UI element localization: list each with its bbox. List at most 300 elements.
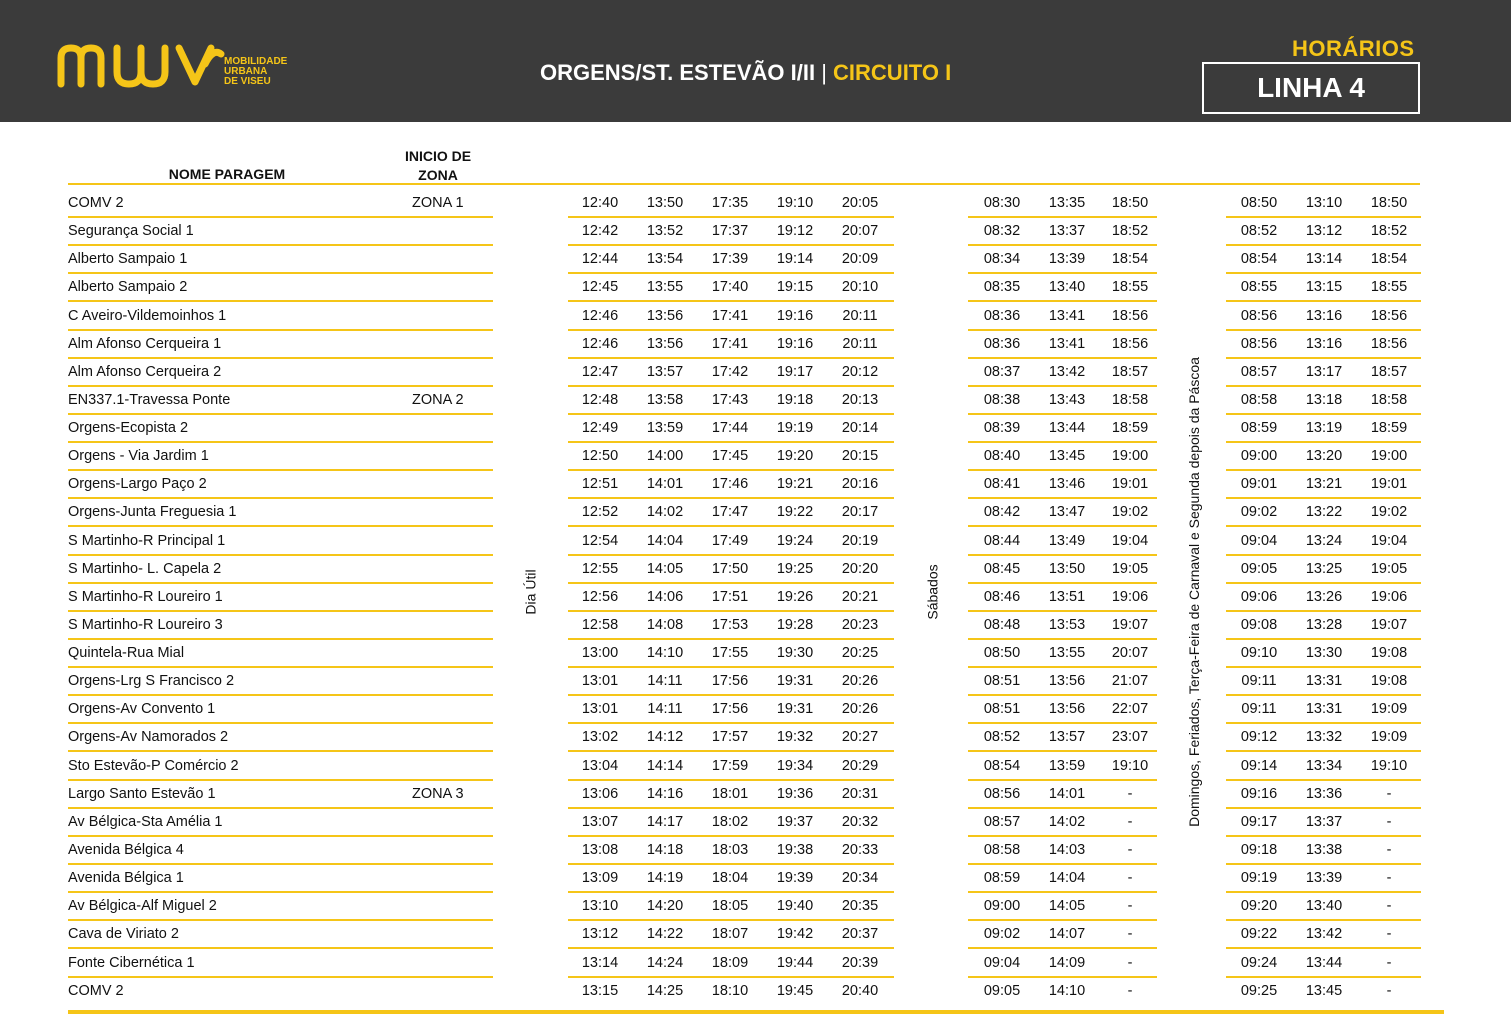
- weekday-time: 13:12: [581, 926, 619, 943]
- saturday-time: 13:43: [1048, 391, 1086, 408]
- header-divider: [68, 183, 1420, 185]
- weekday-time: 19:10: [776, 195, 814, 211]
- row-divider: [68, 357, 493, 359]
- sunday-label: Domingos, Feriados, Terça-Feira de Carnaval e Segunda depois da Páscoa: [1185, 357, 1202, 827]
- saturday-time: 08:58: [983, 841, 1021, 858]
- row-divider: [568, 610, 894, 612]
- row-divider: [68, 413, 493, 415]
- table-bottom-border: [68, 1010, 1444, 1014]
- sunday-time: 13:44: [1305, 954, 1343, 971]
- row-divider: [68, 582, 493, 584]
- row-divider: [1226, 413, 1421, 415]
- saturday-time: 09:05: [983, 982, 1021, 999]
- weekday-time: 17:40: [711, 279, 749, 296]
- table-row: [0, 531, 1511, 559]
- weekday-time: 14:06: [646, 588, 684, 605]
- saturday-time: 13:49: [1048, 532, 1086, 549]
- saturday-time: 19:10: [1111, 757, 1149, 774]
- table-row: [0, 868, 1511, 896]
- row-divider: [1226, 525, 1421, 527]
- sunday-time: -: [1386, 926, 1392, 943]
- stop-name: Orgens - Via Jardim 1: [68, 448, 209, 465]
- saturday-time: 08:40: [983, 448, 1021, 465]
- table-row: [0, 306, 1511, 334]
- weekday-time: 20:11: [842, 335, 878, 352]
- weekday-time: 19:31: [776, 673, 814, 690]
- saturday-time: 08:50: [983, 645, 1021, 662]
- saturday-label: Sábados: [924, 564, 941, 620]
- weekday-time: 19:39: [776, 870, 814, 887]
- table-row: [0, 502, 1511, 530]
- weekday-time: 17:45: [711, 448, 749, 465]
- sunday-time: 09:10: [1240, 645, 1278, 662]
- row-divider: [68, 329, 493, 331]
- row-divider: [968, 216, 1157, 218]
- weekday-time: 12:47: [581, 363, 619, 380]
- row-divider: [968, 779, 1157, 781]
- saturday-time: 08:59: [983, 870, 1021, 887]
- weekday-time: 12:50: [581, 448, 619, 465]
- row-divider: [968, 385, 1157, 387]
- sunday-time: -: [1386, 982, 1392, 999]
- row-divider: [568, 666, 894, 668]
- saturday-time: 13:59: [1048, 757, 1086, 774]
- weekday-time: 12:40: [581, 195, 619, 211]
- zone-start-header-line-1: INICIO DE: [404, 148, 472, 164]
- stop-name-header: NOME PARAGEM: [168, 166, 286, 182]
- row-divider: [1226, 272, 1421, 274]
- saturday-time: 19:04: [1111, 532, 1149, 549]
- saturday-time: 13:55: [1048, 645, 1086, 662]
- weekday-time: 19:44: [776, 954, 814, 971]
- stop-name: Sto Estevão-P Comércio 2: [68, 757, 239, 774]
- saturday-time: 14:01: [1048, 785, 1086, 802]
- sunday-time: 13:30: [1305, 645, 1343, 662]
- saturday-time: 14:07: [1048, 926, 1086, 943]
- sunday-time: 09:20: [1240, 898, 1278, 915]
- row-divider: [968, 497, 1157, 499]
- sunday-time: 18:50: [1370, 195, 1408, 211]
- weekday-time: 13:07: [581, 813, 619, 830]
- sunday-time: 09:00: [1240, 448, 1278, 465]
- row-divider: [968, 272, 1157, 274]
- weekday-time: 17:55: [711, 645, 749, 662]
- row-divider: [1226, 891, 1421, 893]
- sunday-time: 13:31: [1305, 673, 1343, 690]
- row-divider: [1226, 357, 1421, 359]
- row-divider: [968, 300, 1157, 302]
- weekday-time: 14:22: [646, 926, 684, 943]
- zone-start-header: [388, 147, 488, 185]
- weekday-time: 19:45: [776, 982, 814, 999]
- saturday-time: 13:51: [1048, 588, 1086, 605]
- row-divider: [568, 891, 894, 893]
- weekday-time: 19:25: [776, 560, 814, 577]
- weekday-time: 20:17: [841, 504, 879, 521]
- row-divider: [968, 582, 1157, 584]
- saturday-time: 08:52: [983, 729, 1021, 746]
- row-divider: [68, 554, 493, 556]
- saturday-time: 13:39: [1048, 251, 1086, 268]
- route-title: [540, 60, 951, 86]
- weekday-time: 13:56: [646, 335, 684, 352]
- sunday-time: 09:11: [1241, 673, 1277, 690]
- weekday-time: 19:20: [776, 448, 814, 465]
- weekday-time: 13:10: [581, 898, 619, 915]
- weekday-time: 17:49: [711, 532, 749, 549]
- weekday-time: 19:21: [776, 476, 814, 493]
- saturday-time: 08:54: [983, 757, 1021, 774]
- weekday-time: 19:24: [776, 532, 814, 549]
- row-divider: [68, 694, 493, 696]
- weekday-time: 20:21: [841, 588, 879, 605]
- row-divider: [568, 497, 894, 499]
- saturday-time: 18:50: [1111, 195, 1149, 211]
- weekday-time: 20:29: [841, 757, 879, 774]
- sunday-time: 13:36: [1305, 785, 1343, 802]
- weekday-time: 12:55: [581, 560, 619, 577]
- sunday-time: 13:10: [1305, 195, 1343, 211]
- row-divider: [1226, 610, 1421, 612]
- row-divider: [1226, 582, 1421, 584]
- weekday-time: 12:54: [581, 532, 619, 549]
- saturday-time: 13:46: [1048, 476, 1086, 493]
- row-divider: [968, 329, 1157, 331]
- saturday-time: -: [1127, 813, 1133, 830]
- row-divider: [568, 919, 894, 921]
- logo-tagline: [224, 57, 287, 87]
- weekday-time: 19:30: [776, 645, 814, 662]
- table-row: [0, 221, 1511, 249]
- saturday-time: 13:45: [1048, 448, 1086, 465]
- weekday-time: 19:17: [776, 363, 814, 380]
- sunday-time: 19:05: [1370, 560, 1408, 577]
- row-divider: [1226, 722, 1421, 724]
- sunday-time: 08:56: [1240, 307, 1278, 324]
- sunday-time: -: [1386, 870, 1392, 887]
- sunday-time: 09:22: [1240, 926, 1278, 943]
- weekday-time: 12:42: [581, 223, 619, 240]
- sunday-time: 13:37: [1305, 813, 1343, 830]
- saturday-time: -: [1127, 898, 1133, 915]
- row-divider: [68, 272, 493, 274]
- weekday-time: 14:01: [646, 476, 684, 493]
- saturday-time: 08:46: [983, 588, 1021, 605]
- row-divider: [568, 272, 894, 274]
- sunday-time: 13:16: [1305, 307, 1343, 324]
- row-divider: [1226, 216, 1421, 218]
- weekday-time: 20:15: [841, 448, 879, 465]
- saturday-time: 14:10: [1048, 982, 1086, 999]
- sunday-time: 19:09: [1370, 701, 1408, 718]
- row-divider: [568, 582, 894, 584]
- table-row: [0, 727, 1511, 755]
- row-divider: [1226, 835, 1421, 837]
- sunday-time: 09:06: [1240, 588, 1278, 605]
- table-row: [0, 362, 1511, 390]
- weekday-time: 17:43: [711, 391, 749, 408]
- stop-name: COMV 2: [68, 195, 124, 211]
- table-row: [0, 953, 1511, 981]
- weekday-time: 13:01: [581, 701, 619, 718]
- saturday-time: 18:59: [1111, 420, 1149, 437]
- sunday-time: 18:56: [1370, 307, 1408, 324]
- stop-name: Alm Afonso Cerqueira 1: [68, 335, 222, 352]
- sunday-time: 09:12: [1240, 729, 1278, 746]
- row-divider: [68, 722, 493, 724]
- weekday-time: 20:40: [841, 982, 879, 999]
- saturday-time: 13:41: [1048, 307, 1086, 324]
- weekday-time: 20:05: [841, 195, 879, 211]
- zone-start: ZONA 2: [412, 391, 464, 408]
- row-divider: [1226, 947, 1421, 949]
- stop-name: Orgens-Ecopista 2: [68, 420, 189, 437]
- sunday-time: 13:21: [1305, 476, 1343, 493]
- row-divider: [1226, 750, 1421, 752]
- weekday-time: 14:12: [646, 729, 684, 746]
- saturday-time: 13:41: [1048, 335, 1086, 352]
- tagline-line-2: URBANA: [224, 66, 268, 77]
- weekday-time: 20:26: [841, 673, 879, 690]
- weekday-time: 20:37: [841, 926, 879, 943]
- row-divider: [68, 891, 493, 893]
- weekday-time: 14:17: [646, 813, 684, 830]
- weekday-time: 17:41: [711, 307, 749, 324]
- row-divider: [968, 750, 1157, 752]
- weekday-time: 20:23: [841, 616, 879, 633]
- weekday-time: 19:28: [776, 616, 814, 633]
- row-divider: [568, 722, 894, 724]
- row-divider: [968, 638, 1157, 640]
- weekday-time: 20:07: [841, 223, 879, 240]
- weekday-time: 14:00: [646, 448, 684, 465]
- weekday-time: 17:47: [711, 504, 749, 521]
- sunday-time: 18:58: [1370, 391, 1408, 408]
- row-divider: [1226, 244, 1421, 246]
- weekday-time: 13:54: [646, 251, 684, 268]
- table-row: [0, 474, 1511, 502]
- zone-start: ZONA 1: [412, 195, 464, 211]
- weekday-time: 18:04: [711, 870, 749, 887]
- row-divider: [68, 385, 493, 387]
- sunday-time: 09:04: [1240, 532, 1278, 549]
- row-divider: [68, 666, 493, 668]
- row-divider: [968, 469, 1157, 471]
- table-row: [0, 390, 1511, 418]
- row-divider: [968, 694, 1157, 696]
- weekday-time: 14:04: [646, 532, 684, 549]
- row-divider: [68, 610, 493, 612]
- stop-name: Orgens-Av Convento 1: [68, 701, 216, 718]
- stop-name: Av Bélgica-Sta Amélia 1: [68, 813, 223, 830]
- weekday-time: 13:14: [581, 954, 619, 971]
- saturday-time: 13:37: [1048, 223, 1086, 240]
- sunday-time: 13:34: [1305, 757, 1343, 774]
- saturday-time: 13:56: [1048, 701, 1086, 718]
- saturday-time: 14:05: [1048, 898, 1086, 915]
- saturday-time: 08:42: [983, 504, 1021, 521]
- saturday-time: 09:04: [983, 954, 1021, 971]
- zone-start: ZONA 3: [412, 785, 464, 802]
- row-divider: [1226, 779, 1421, 781]
- row-divider: [1226, 385, 1421, 387]
- stop-name: S Martinho-R Loureiro 1: [68, 588, 223, 605]
- sunday-time: -: [1386, 954, 1392, 971]
- row-divider: [68, 919, 493, 921]
- saturday-time: 08:34: [983, 251, 1021, 268]
- weekday-time: 20:11: [842, 307, 878, 324]
- sunday-time: 19:08: [1370, 645, 1408, 662]
- sunday-time: 13:12: [1305, 223, 1343, 240]
- stop-name: EN337.1-Travessa Ponte: [68, 391, 231, 408]
- row-divider: [1226, 638, 1421, 640]
- circuit-name: CIRCUITO I: [833, 60, 952, 85]
- table-row: [0, 334, 1511, 362]
- saturday-time: 20:07: [1111, 645, 1149, 662]
- weekday-time: 20:34: [841, 870, 879, 887]
- weekday-time: 13:04: [581, 757, 619, 774]
- row-divider: [68, 497, 493, 499]
- saturday-time: 19:01: [1111, 476, 1149, 493]
- sunday-time: 09:01: [1240, 476, 1278, 493]
- weekday-time: 17:39: [711, 251, 749, 268]
- stop-name: Cava de Viriato 2: [68, 926, 179, 943]
- saturday-time: 08:51: [983, 673, 1021, 690]
- saturday-time: 08:44: [983, 532, 1021, 549]
- row-divider: [568, 357, 894, 359]
- saturday-time: 18:55: [1111, 279, 1149, 296]
- row-divider: [68, 300, 493, 302]
- sunday-time: 13:25: [1305, 560, 1343, 577]
- saturday-time: 13:42: [1048, 363, 1086, 380]
- sunday-time: 08:55: [1240, 279, 1278, 296]
- weekday-time: 13:00: [581, 645, 619, 662]
- title-separator: |: [821, 60, 827, 85]
- row-divider: [568, 385, 894, 387]
- sunday-time: 13:40: [1305, 898, 1343, 915]
- sunday-time: 19:09: [1370, 729, 1408, 746]
- weekday-time: 13:50: [646, 195, 684, 211]
- weekday-time: 20:32: [841, 813, 879, 830]
- weekday-time: 14:11: [647, 701, 683, 718]
- saturday-time: -: [1127, 870, 1133, 887]
- weekday-time: 12:52: [581, 504, 619, 521]
- saturday-time: 21:07: [1111, 673, 1149, 690]
- row-divider: [968, 891, 1157, 893]
- weekday-time: 20:16: [841, 476, 879, 493]
- weekday-time: 18:03: [711, 841, 749, 858]
- sunday-time: 13:22: [1305, 504, 1343, 521]
- stop-name: Avenida Bélgica 1: [68, 870, 184, 887]
- weekday-time: 20:20: [841, 560, 879, 577]
- sunday-time: 08:54: [1240, 251, 1278, 268]
- weekday-time: 19:32: [776, 729, 814, 746]
- row-divider: [968, 666, 1157, 668]
- row-divider: [568, 441, 894, 443]
- stop-name: Alberto Sampaio 2: [68, 279, 188, 296]
- weekday-time: 13:09: [581, 870, 619, 887]
- weekday-time: 18:05: [711, 898, 749, 915]
- weekday-time: 20:10: [841, 279, 879, 296]
- row-divider: [1226, 300, 1421, 302]
- weekday-time: 12:48: [581, 391, 619, 408]
- sunday-time: 09:02: [1240, 504, 1278, 521]
- sunday-time: 13:42: [1305, 926, 1343, 943]
- row-divider: [68, 863, 493, 865]
- weekday-time: 20:12: [841, 363, 879, 380]
- sunday-time: 13:39: [1305, 870, 1343, 887]
- sunday-time: 09:25: [1240, 982, 1278, 999]
- sunday-time: 13:31: [1305, 701, 1343, 718]
- weekday-time: 14:10: [646, 645, 684, 662]
- weekday-time: 17:57: [711, 729, 749, 746]
- sunday-time: 19:02: [1370, 504, 1408, 521]
- saturday-time: 19:06: [1111, 588, 1149, 605]
- weekday-time: 17:42: [711, 363, 749, 380]
- weekday-time: 20:27: [841, 729, 879, 746]
- saturday-time: 08:37: [983, 363, 1021, 380]
- saturday-time: 19:00: [1111, 448, 1149, 465]
- saturday-time: -: [1127, 785, 1133, 802]
- weekday-time: 17:41: [711, 335, 749, 352]
- sunday-time: 19:07: [1370, 616, 1408, 633]
- sunday-time: 09:24: [1240, 954, 1278, 971]
- row-divider: [568, 779, 894, 781]
- sunday-time: 18:54: [1370, 251, 1408, 268]
- saturday-time: -: [1127, 982, 1133, 999]
- weekday-time: 17:56: [711, 673, 749, 690]
- row-divider: [68, 441, 493, 443]
- saturday-time: 08:57: [983, 813, 1021, 830]
- weekday-time: 14:16: [646, 785, 684, 802]
- weekday-time: 12:56: [581, 588, 619, 605]
- row-divider: [68, 216, 493, 218]
- sunday-time: 09:14: [1240, 757, 1278, 774]
- table-row: [0, 418, 1511, 446]
- row-divider: [1226, 694, 1421, 696]
- weekday-time: 18:07: [711, 926, 749, 943]
- table-row: [0, 249, 1511, 277]
- saturday-time: 08:38: [983, 391, 1021, 408]
- row-divider: [568, 947, 894, 949]
- saturday-time: 13:47: [1048, 504, 1086, 521]
- weekday-time: 14:05: [646, 560, 684, 577]
- row-divider: [568, 525, 894, 527]
- weekday-time: 14:24: [646, 954, 684, 971]
- row-divider: [568, 413, 894, 415]
- weekday-time: 17:44: [711, 420, 749, 437]
- row-divider: [568, 329, 894, 331]
- stop-name: Orgens-Largo Paço 2: [68, 476, 207, 493]
- sunday-time: -: [1386, 785, 1392, 802]
- weekday-time: 13:56: [646, 307, 684, 324]
- sunday-time: 13:17: [1305, 363, 1343, 380]
- saturday-time: 13:53: [1048, 616, 1086, 633]
- table-row: [0, 981, 1511, 1009]
- table-row: [0, 559, 1511, 587]
- saturday-time: 14:03: [1048, 841, 1086, 858]
- weekday-time: 18:01: [711, 785, 749, 802]
- table-row: [0, 587, 1511, 615]
- saturday-time: 13:56: [1048, 673, 1086, 690]
- weekday-time: 20:26: [841, 701, 879, 718]
- stop-name: S Martinho-R Principal 1: [68, 532, 226, 549]
- weekday-time: 13:58: [646, 391, 684, 408]
- tagline-line-1: MOBILIDADE: [224, 56, 288, 67]
- sunday-time: 18:57: [1370, 363, 1408, 380]
- saturday-time: 13:40: [1048, 279, 1086, 296]
- weekday-time: 17:59: [711, 757, 749, 774]
